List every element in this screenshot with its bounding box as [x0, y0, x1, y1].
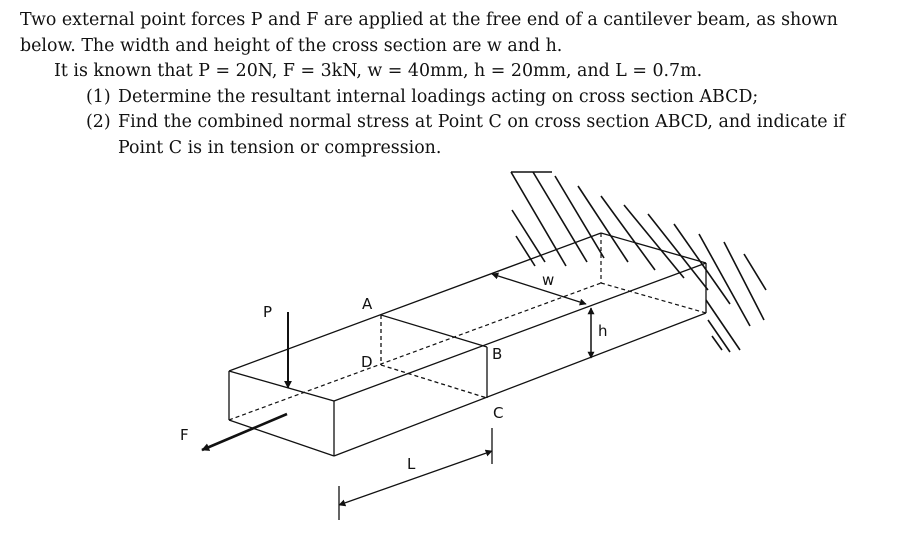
question-1-text: Determine the resultant internal loadings acting on cross section ABCD; — [118, 86, 759, 107]
label-h: h — [598, 322, 608, 340]
question-2-text: Find the combined normal stress at Point C on cross section ABCD, and indicate if Point C is in tension or compression. — [118, 112, 846, 158]
beam-outline — [229, 233, 706, 456]
label-a: A — [362, 295, 373, 313]
label-p: P — [263, 303, 273, 321]
problem-intro: Two external point forces P and F are applied at the free end of a cantilever beam, as shown below. The width and height of the cross section are w and h. — [20, 10, 838, 56]
label-b: B — [492, 345, 503, 363]
cross-section-abcd — [381, 315, 487, 398]
force-f-arrow — [202, 414, 287, 450]
fixed-wall-hatching — [511, 172, 766, 352]
problem-given-values: It is known that P = 20N, F = 3kN, w = 40mm, h = 20mm, and L = 0.7m. — [54, 61, 703, 81]
label-d: D — [361, 353, 373, 371]
label-c: C — [493, 404, 504, 422]
question-2-number: (2) — [86, 112, 111, 132]
label-w: w — [542, 271, 555, 289]
question-1-number: (1) — [86, 86, 111, 107]
length-dimension-l — [339, 428, 492, 520]
width-dimension-w — [492, 274, 586, 304]
label-l: L — [407, 455, 416, 473]
label-f: F — [180, 426, 189, 444]
